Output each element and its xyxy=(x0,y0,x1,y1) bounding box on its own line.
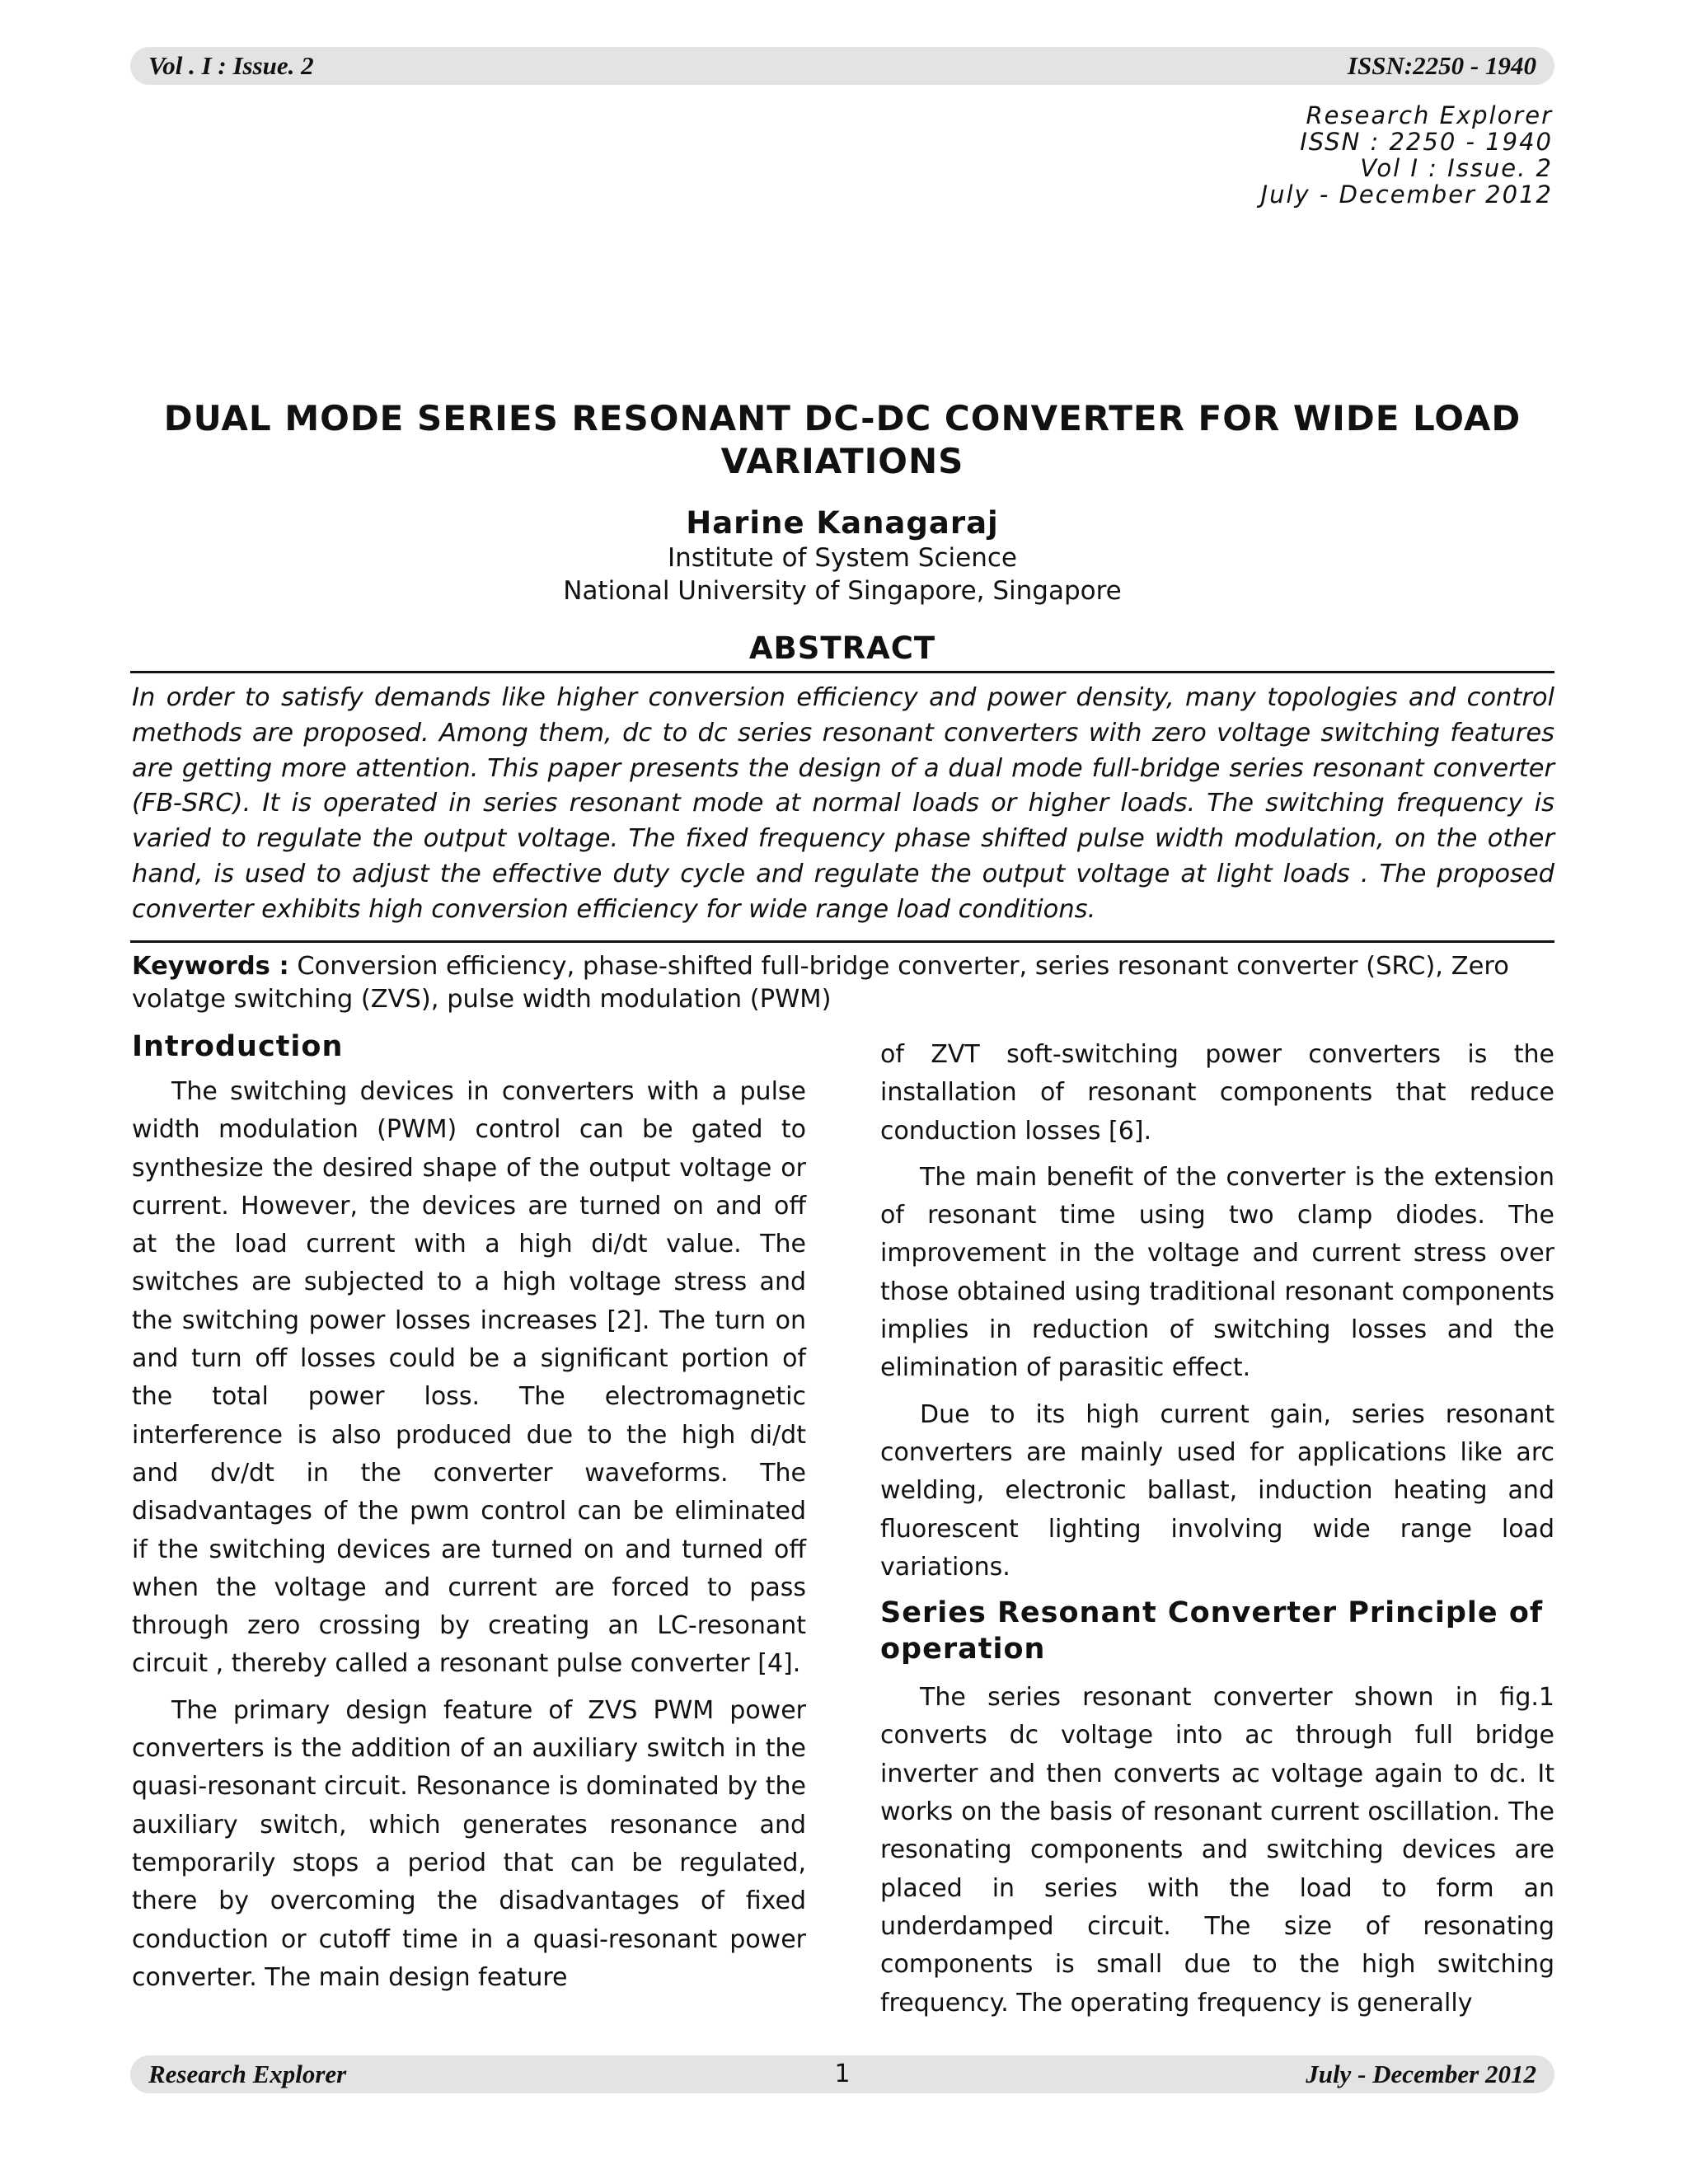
right-paragraph-1: The main benefit of the converter is the extension of resonant time using two clamp diodes. The improvement in the voltage and current stress over those obtained using traditional resonant components implies in reduction of switching losses and the elimination of parasitic effect. xyxy=(880,1162,1554,1383)
right-paragraph-continued: of ZVT soft-switching power converters is the installation of resonant components that reduce conduction losses [6]. xyxy=(880,1040,1554,1146)
intro-paragraph-1: The switching devices in converters with a pulse width modulation (PWM) control can be gated to synthesize the desired shape of the output voltage or current. However, the devices are turned on and off at the load current with a high di/dt value. The switches are subjected to a high voltage stress and the switching power losses increases [2]. The turn on and turn off losses could be a significant portion of the total power loss. The electromagnetic interference is also produced due to the high di/dt and dv/dt in the converter waveforms. The disadvantages of the pwm control can be eliminated if the switching devices are turned on and turned off when the voltage and current are forced to pass through zero crossing by creating an LC-resonant circuit , thereby called a resonant pulse converter [4]. xyxy=(132,1077,806,1679)
abstract-text: In order to satisfy demands like higher conversion efficiency and power density, many topologies and control methods are proposed. Among them, dc to dc series resonant converters with zero voltage switching features are getting more attention. This paper presents the design of a dual mode full-bridge series resonant converter (FB-SRC). It is operated in series resonant mode at normal loads or higher loads. The switching frequency is varied to regulate the output voltage. The fixed frequency phase shifted pulse width modulation, on the other hand, is used to adjust the effective duty cycle and regulate the output voltage at light loads . The proposed converter exhibits high conversion efficiency for wide range load conditions. xyxy=(132,683,1554,924)
author-affiliation xyxy=(130,541,1554,607)
page-number: 1 xyxy=(834,2060,851,2088)
footer-journal: Research Explorer xyxy=(148,2060,347,2088)
header-bar xyxy=(130,47,1554,85)
journal-info xyxy=(1261,102,1553,208)
keywords-text: Conversion efficiency, phase-shifted full-bridge converter, series resonant converter (SRC), Zero volatge switching (ZVS), pulse width modulation (PWM) xyxy=(132,952,1509,1014)
abstract-heading: ABSTRACT xyxy=(748,630,936,666)
journal-name: Research Explorer xyxy=(1306,101,1553,129)
journal-date: July - December 2012 xyxy=(1260,180,1553,209)
header-volume: Vol . I : Issue. 2 xyxy=(148,51,314,80)
author-name: Harine Kanagaraj xyxy=(686,505,999,541)
header-issn: ISSN:2250 - 1940 xyxy=(1347,51,1536,80)
abstract-bottom-rule xyxy=(130,940,1554,943)
src-heading: Series Resonant Converter Principle of operation xyxy=(880,1596,1544,1666)
affiliation-university: National University of Singapore, Singapore xyxy=(563,576,1122,606)
left-column xyxy=(132,1029,806,2005)
paper-title: DUAL MODE SERIES RESONANT DC-DC CONVERTER FOR WIDE LOAD VARIATIONS xyxy=(163,398,1522,481)
right-column xyxy=(880,1036,1554,2031)
keywords-label: Keywords : xyxy=(132,952,289,981)
affiliation-institute: Institute of System Science xyxy=(668,543,1017,573)
right-paragraph-2: Due to its high current gain, series resonant converters are mainly used for applications like arc welding, electronic ballast, induction heating and fluorescent lighting involving wide range load variations. xyxy=(880,1399,1554,1582)
intro-paragraph-2: The primary design feature of ZVS PWM power converters is the addition of an auxiliary switch in the quasi-resonant circuit. Resonance is dominated by the auxiliary switch, which generates resonance and temporarily stops a period that can be regulated, there by overcoming the disadvantages of fixed conduction or cutoff time in a quasi-resonant power converter. The main design feature xyxy=(132,1695,806,1992)
abstract-top-rule xyxy=(130,671,1554,673)
src-paragraph-1: The series resonant converter shown in fig.1 converts dc voltage into ac through full bridge inverter and then converts ac voltage again to dc. It works on the basis of resonant current oscillation. The resonating components and switching devices are placed in series with the load to form an underdamped circuit. The size of resonating components is small due to the high switching frequency. The operating frequency is generally xyxy=(880,1683,1554,2018)
introduction-heading: Introduction xyxy=(132,1030,344,1063)
footer-bar xyxy=(130,2055,1554,2093)
journal-issn: ISSN : 2250 - 1940 xyxy=(1300,128,1553,156)
keywords xyxy=(132,950,1554,1016)
journal-volume: Vol I : Issue. 2 xyxy=(1360,154,1553,182)
footer-date: July - December 2012 xyxy=(1306,2060,1536,2088)
